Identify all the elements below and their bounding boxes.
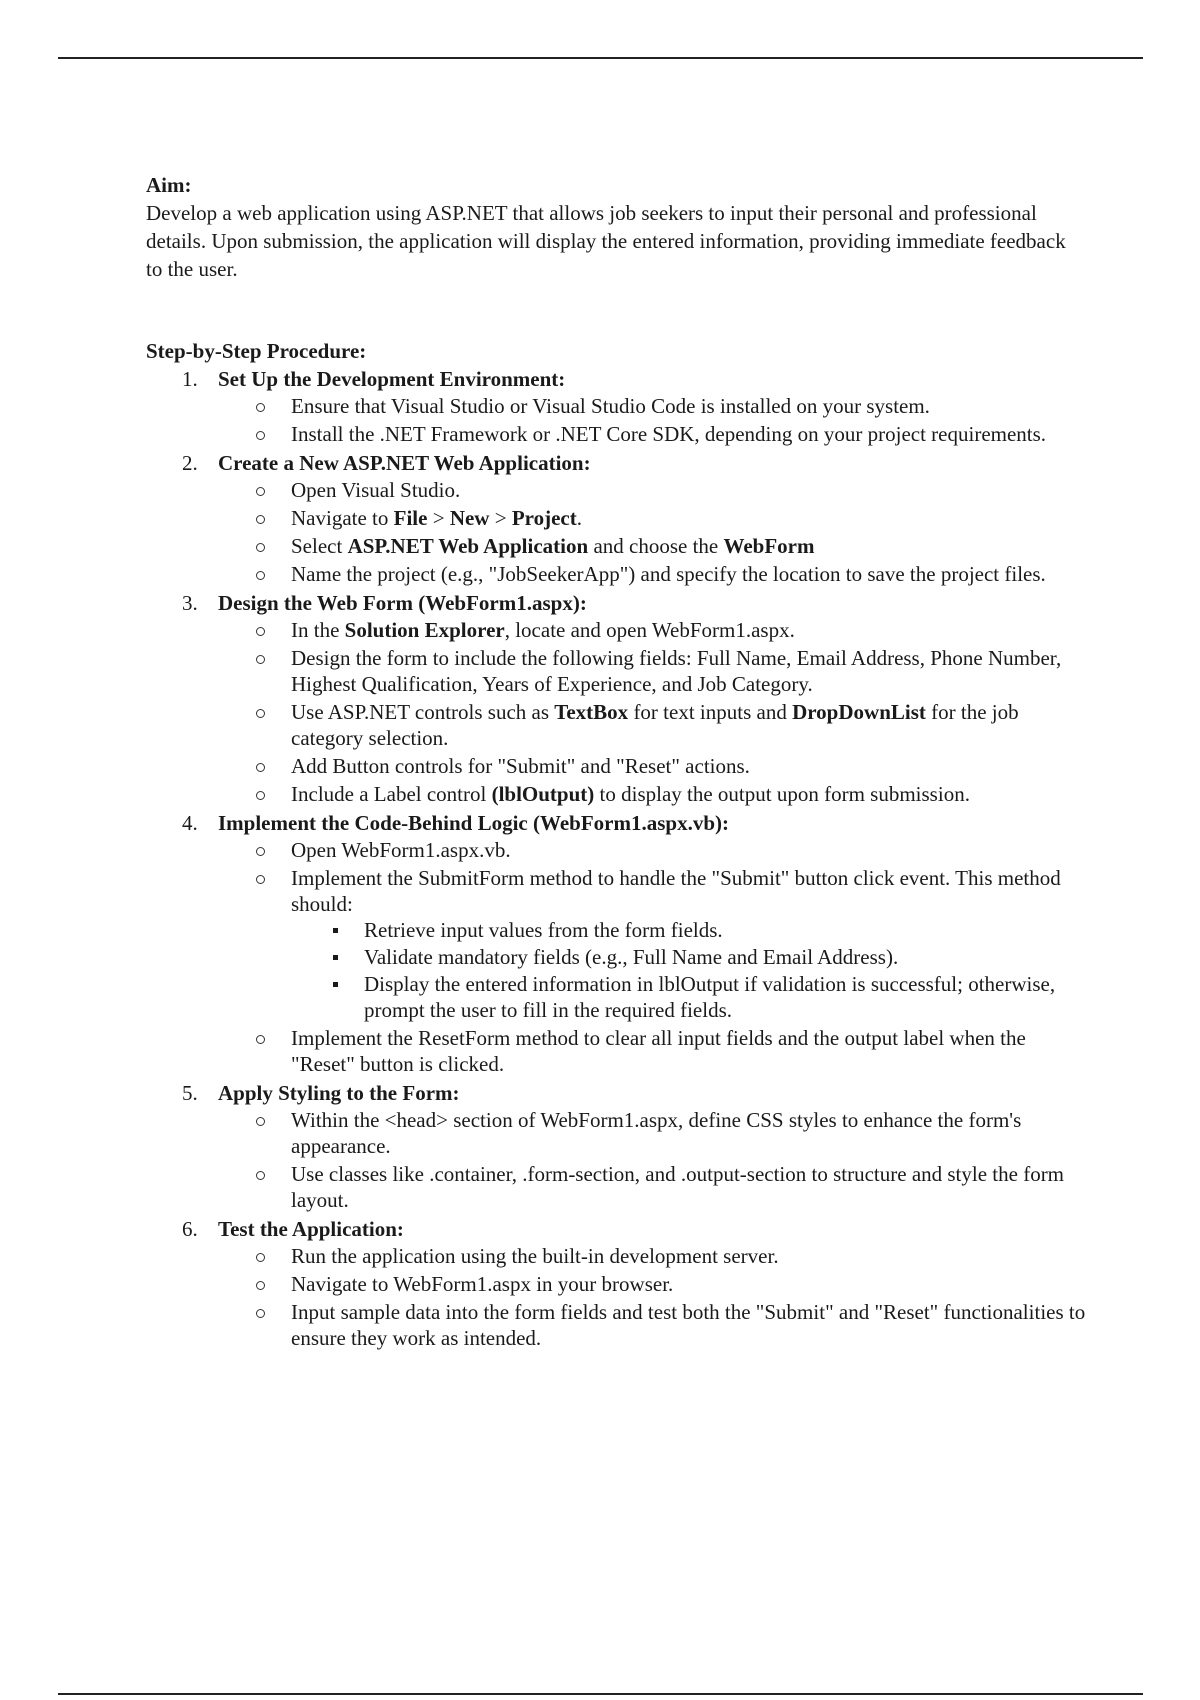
list-item: Open Visual Studio. (146, 477, 1086, 503)
circle-bullet-icon (256, 487, 265, 496)
square-bullet-icon (333, 955, 338, 960)
list-item: Ensure that Visual Studio or Visual Studio Code is installed on your system. (146, 393, 1086, 419)
aim-heading: Aim: (146, 173, 192, 197)
circle-bullet-icon (256, 763, 265, 772)
document-body (146, 171, 1086, 1353)
circle-bullet-icon (256, 1171, 265, 1180)
square-bullet-icon (333, 982, 338, 987)
procedure-heading: Step-by-Step Procedure: (146, 339, 367, 363)
list-item: In the Solution Explorer, locate and open WebForm1.aspx. (146, 617, 1086, 643)
header-rule (58, 57, 1143, 59)
step-6 (146, 1215, 1086, 1351)
list-item: Use classes like .container, .form-section, and .output-section to structure and style the form layout. (146, 1161, 1086, 1213)
step-title: Create a New ASP.NET Web Application: (218, 451, 591, 475)
list-item: Within the <head> section of WebForm1.aspx, define CSS styles to enhance the form's appearance. (146, 1107, 1086, 1159)
circle-bullet-icon (256, 655, 265, 664)
step-number: 6. (182, 1217, 198, 1241)
circle-bullet-icon (256, 403, 265, 412)
list-item: Install the .NET Framework or .NET Core SDK, depending on your project requirements. (146, 421, 1086, 447)
step-number: 1. (182, 367, 198, 391)
list-item: Navigate to File > New > Project. (146, 505, 1086, 531)
step-number: 4. (182, 811, 198, 835)
circle-bullet-icon (256, 1281, 265, 1290)
circle-bullet-icon (256, 875, 265, 884)
step-4 (146, 809, 1086, 1077)
square-bullet-icon (333, 928, 338, 933)
circle-bullet-icon (256, 543, 265, 552)
circle-bullet-icon (256, 791, 265, 800)
list-item: Include a Label control (lblOutput) to display the output upon form submission. (146, 781, 1086, 807)
step-title: Set Up the Development Environment: (218, 367, 566, 391)
circle-bullet-icon (256, 1253, 265, 1262)
circle-bullet-icon (256, 515, 265, 524)
list-item: Open WebForm1.aspx.vb. (146, 837, 1086, 863)
procedure-steps (146, 365, 1086, 1351)
step-number: 5. (182, 1081, 198, 1105)
list-item: Add Button controls for "Submit" and "Reset" actions. (146, 753, 1086, 779)
step-title: Design the Web Form (WebForm1.aspx): (218, 591, 587, 615)
list-item: Name the project (e.g., "JobSeekerApp") and specify the location to save the project files. (146, 561, 1086, 587)
step-title: Test the Application: (218, 1217, 404, 1241)
nested-list-item: Retrieve input values from the form fields. (291, 917, 1086, 943)
list-item: Input sample data into the form fields and test both the "Submit" and "Reset" functionalities to ensure they work as intended. (146, 1299, 1086, 1351)
step-number: 2. (182, 451, 198, 475)
list-item: Navigate to WebForm1.aspx in your browser. (146, 1271, 1086, 1297)
step-5 (146, 1079, 1086, 1213)
circle-bullet-icon (256, 627, 265, 636)
step-2 (146, 449, 1086, 587)
footer-rule (58, 1693, 1143, 1695)
step-1 (146, 365, 1086, 447)
list-item: Implement the ResetForm method to clear all input fields and the output label when the "Reset" button is clicked. (146, 1025, 1086, 1077)
aim-text: Develop a web application using ASP.NET that allows job seekers to input their personal and professional details. Upon submission, the application will display the entered information, providing immediate feedback to the user. (146, 201, 1066, 281)
circle-bullet-icon (256, 1035, 265, 1044)
circle-bullet-icon (256, 571, 265, 580)
circle-bullet-icon (256, 847, 265, 856)
list-item: Run the application using the built-in development server. (146, 1243, 1086, 1269)
nested-list-item: Display the entered information in lblOutput if validation is successful; otherwise, prompt the user to fill in the required fields. (291, 971, 1086, 1023)
step-title: Implement the Code-Behind Logic (WebForm1.aspx.vb): (218, 811, 729, 835)
list-item: Implement the SubmitForm method to handle the "Submit" button click event. This method should: Retrieve input values from the form fields. Validate mandatory fields (e.g., Full Name and Email Address). Display the entered information in lblOutput if validation is successful; otherwise, prompt the user to fill in the required fields. (146, 865, 1086, 1023)
list-item: Design the form to include the following fields: Full Name, Email Address, Phone Number, Highest Qualification, Years of Experience, and Job Category. (146, 645, 1086, 697)
list-item: Select ASP.NET Web Application and choose the WebForm (146, 533, 1086, 559)
step-title: Apply Styling to the Form: (218, 1081, 460, 1105)
step-number: 3. (182, 591, 198, 615)
circle-bullet-icon (256, 431, 265, 440)
step-3 (146, 589, 1086, 807)
nested-list-item: Validate mandatory fields (e.g., Full Name and Email Address). (291, 944, 1086, 970)
list-item: Use ASP.NET controls such as TextBox for text inputs and DropDownList for the job category selection. (146, 699, 1086, 751)
circle-bullet-icon (256, 709, 265, 718)
circle-bullet-icon (256, 1117, 265, 1126)
circle-bullet-icon (256, 1309, 265, 1318)
